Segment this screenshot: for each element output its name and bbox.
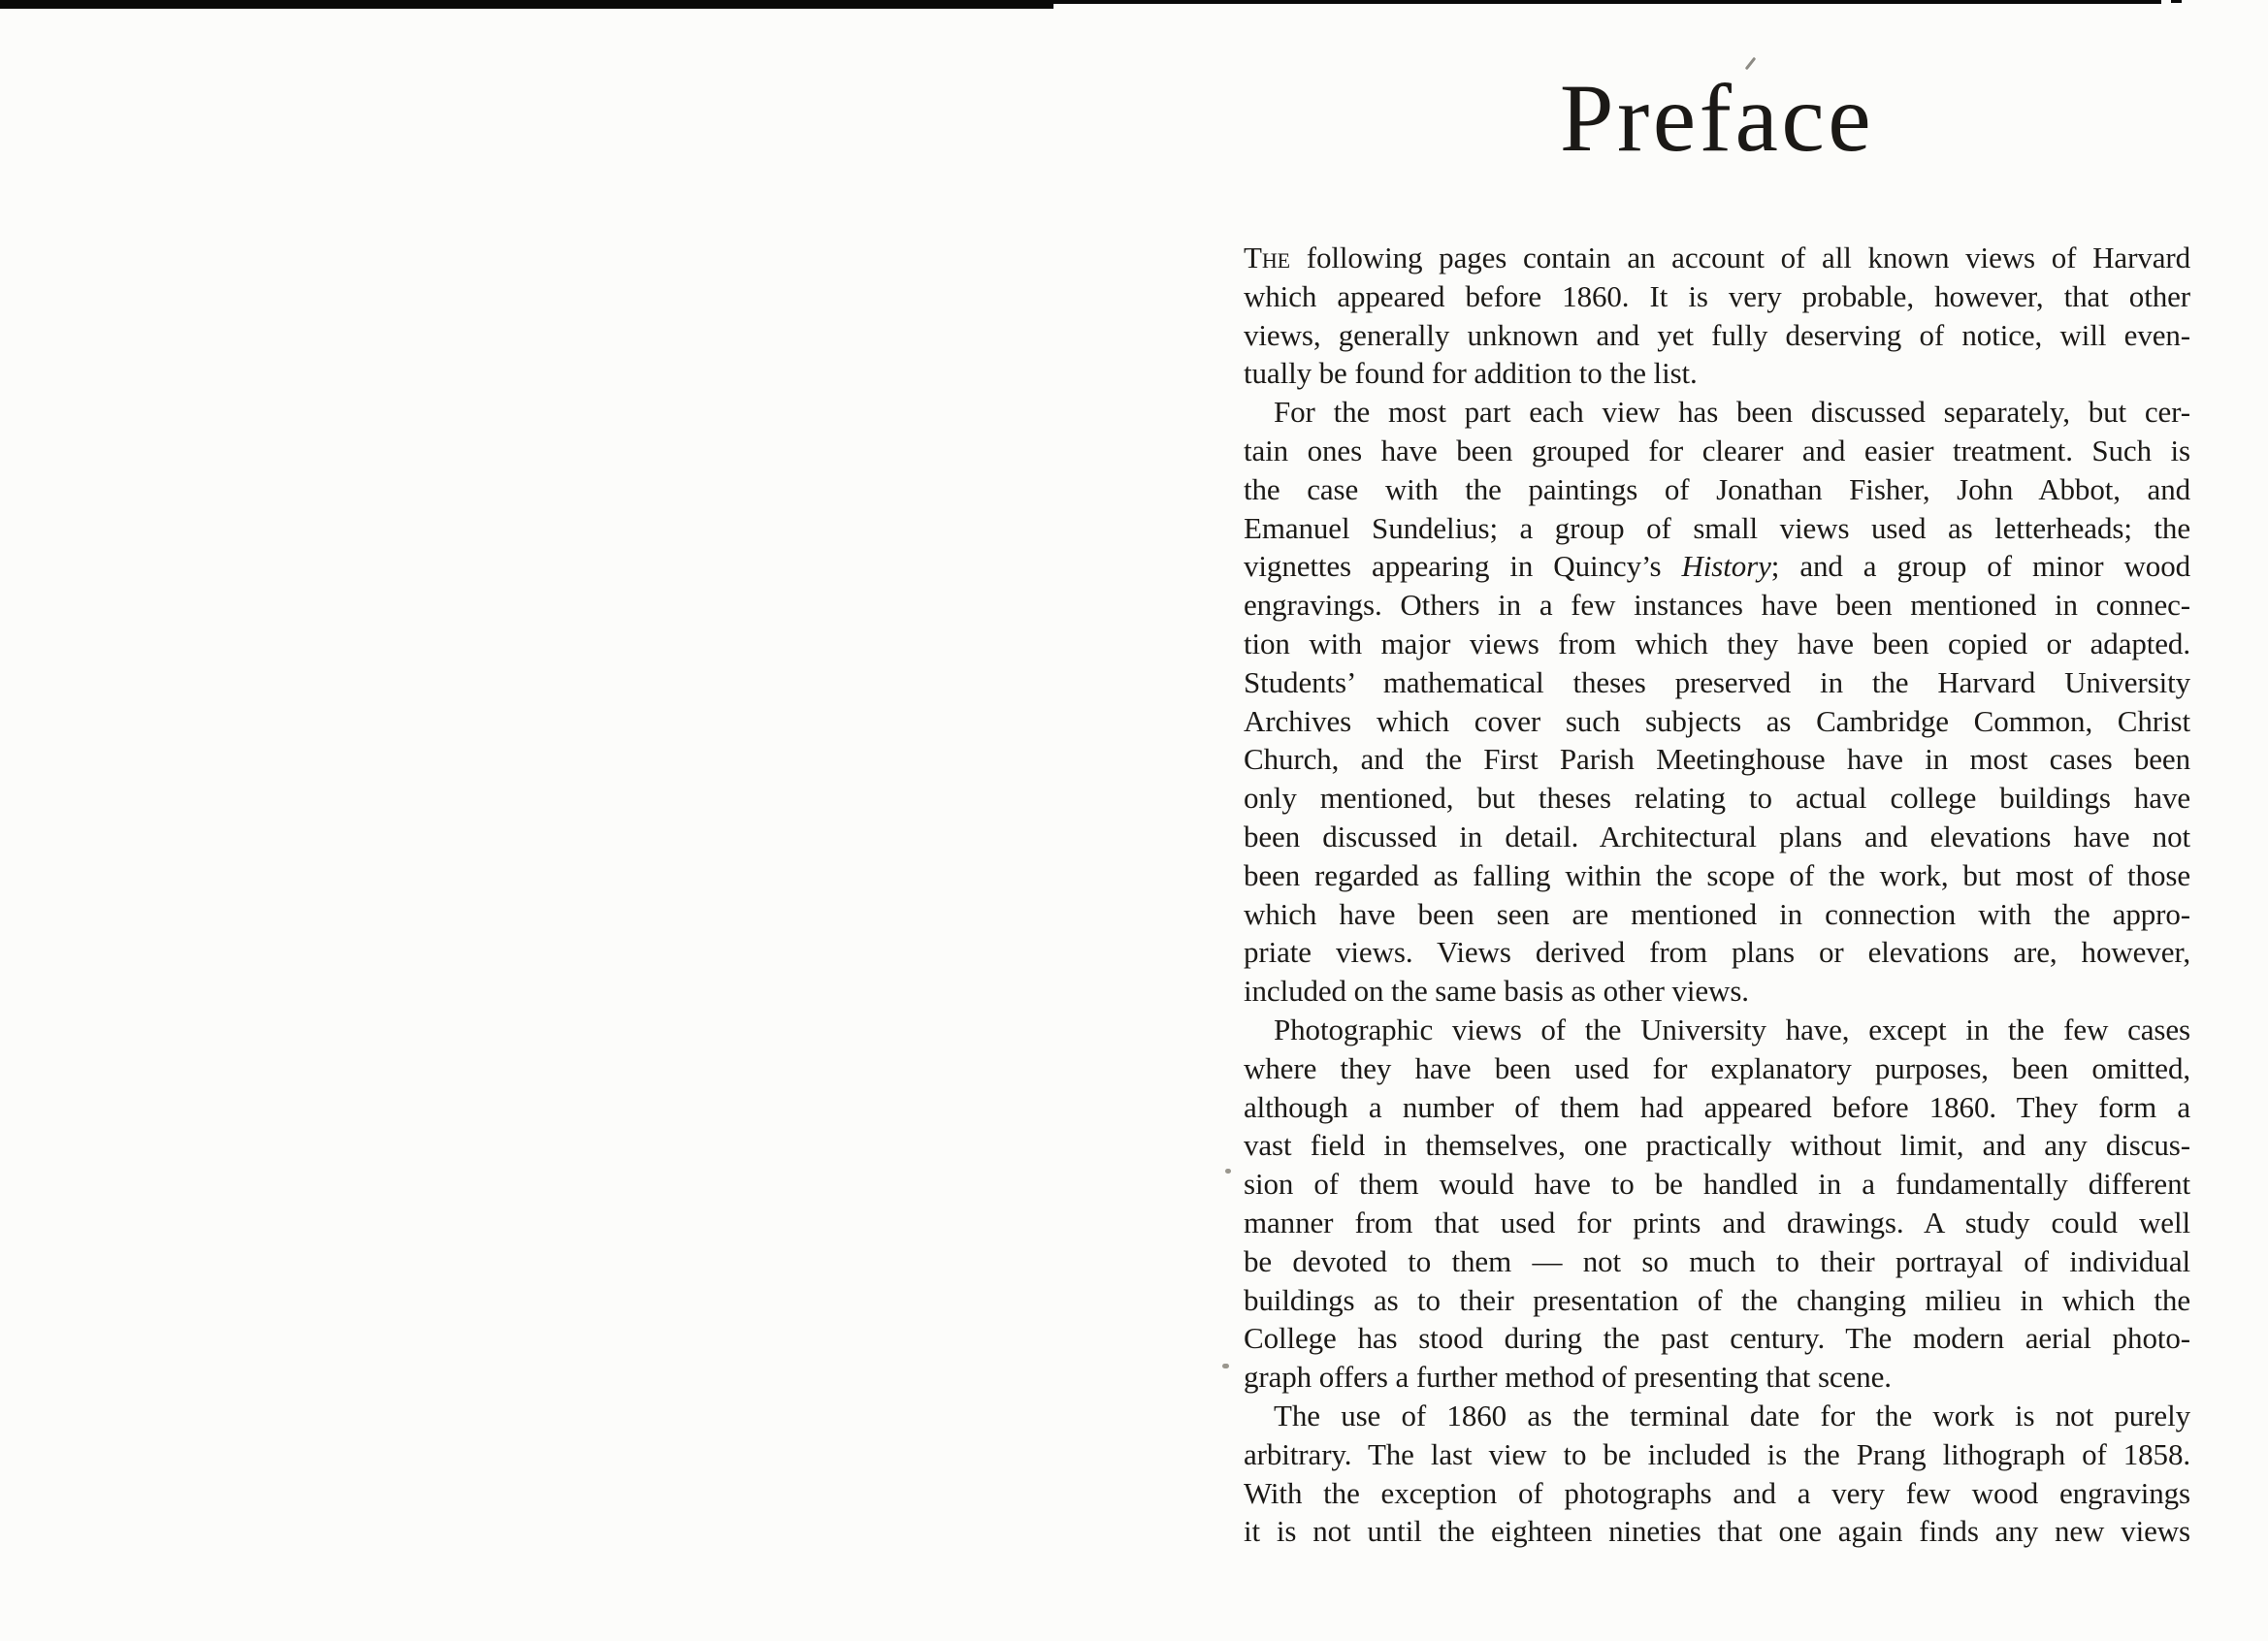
text-line [1244, 779, 2190, 818]
text-segment: ; and a group of minor wood [1770, 549, 2191, 584]
text-segment: With the exception of photographs and a very few wood engravings [1244, 1475, 2190, 1510]
text-segment: The use of 1860 as the terminal date for the work is not purely [1274, 1398, 2190, 1432]
text-line [1244, 1512, 2190, 1551]
paragraph [1244, 239, 2190, 393]
text-segment: For the most part each view has been discussed separately, but cer- [1274, 395, 2190, 430]
text-segment: buildings as to their presentation of the changing milieu in which the [1244, 1282, 2190, 1317]
text-line [1244, 1319, 2190, 1358]
text-line [1244, 1049, 2190, 1088]
text-line [1244, 277, 2190, 316]
text-segment: been regarded as falling within the scope of the work, but most of those [1244, 857, 2190, 892]
text-segment: vast field in themselves, one practically without limit, and any discus- [1244, 1128, 2190, 1163]
text-segment: only mentioned, but theses relating to actual college buildings have [1244, 781, 2190, 816]
text-segment: priate views. Views derived from plans or elevations are, however, [1244, 935, 2190, 970]
text-segment: Students’ mathematical theses preserved in the Harvard University [1244, 664, 2190, 699]
text-line [1244, 432, 2190, 470]
text-line [1244, 1397, 2190, 1435]
text-line [1244, 1281, 2190, 1320]
text-line [1244, 1474, 2190, 1513]
text-line [1244, 1088, 2190, 1127]
italic-text: History [1681, 549, 1771, 584]
text-segment: sion of them would have to be handled in a fundamentally different [1244, 1167, 2190, 1202]
text-line [1244, 1126, 2190, 1165]
text-segment: arbitrary. The last view to be included is the Prang lithograph of 1858. [1244, 1436, 2190, 1471]
text-segment: which have been seen are mentioned in connection with the appro- [1244, 896, 2190, 931]
body-text [1244, 239, 2190, 1551]
text-line [1244, 586, 2190, 625]
scan-artifact-top-edge-bar-right [1053, 0, 2161, 4]
paragraph [1244, 1011, 2190, 1397]
text-line [1244, 856, 2190, 895]
text-line [1244, 663, 2190, 702]
text-segment: vignettes appearing in Quincy’s [1244, 549, 1682, 584]
text-line [1244, 509, 2190, 548]
text-segment: tually be found for addition to the list. [1244, 356, 1698, 391]
text-segment: following pages contain an account of all known views of Harvard [1289, 241, 2190, 274]
text-segment: it is not until the eighteen nineties that one again finds any new views [1244, 1514, 2190, 1549]
text-segment: included on the same basis as other views. [1244, 974, 1749, 1009]
text-line [1244, 547, 2190, 586]
text-line [1244, 1204, 2190, 1242]
scan-artifact-top-edge-dash [2171, 0, 2182, 3]
text-segment: where they have been used for explanatory purposes, been omitted, [1244, 1050, 2190, 1085]
text-line [1244, 625, 2190, 663]
paragraph [1244, 1397, 2190, 1551]
text-line [1244, 1242, 2190, 1281]
text-line [1244, 740, 2190, 779]
text-segment: Church, and the First Parish Meetinghouse have in most cases been [1244, 742, 2190, 777]
scan-artifact-top-edge-bar-left [0, 0, 1053, 9]
text-line [1244, 316, 2190, 355]
scan-artifact-margin-dot-2 [1222, 1364, 1229, 1368]
text-segment: College has stood during the past century. The modern aerial photo- [1244, 1321, 2190, 1356]
text-segment: which appeared before 1860. It is very probable, however, that other [1244, 278, 2190, 313]
text-segment: Archives which cover such subjects as Cambridge Common, Christ [1244, 703, 2190, 738]
preface-text-column [1244, 0, 2190, 1641]
text-line [1244, 933, 2190, 972]
paragraph [1244, 393, 2190, 1011]
text-segment: been discussed in detail. Architectural plans and elevations have not [1244, 819, 2190, 853]
text-line [1244, 1165, 2190, 1204]
text-segment: tion with major views from which they have been copied or adapted. [1244, 626, 2190, 660]
text-line [1244, 1435, 2190, 1474]
text-line [1244, 818, 2190, 856]
text-segment: Emanuel Sundelius; a group of small views used as letterheads; the [1244, 510, 2190, 545]
text-line [1244, 393, 2190, 432]
text-segment: the case with the paintings of Jonathan Fisher, John Abbot, and [1244, 471, 2190, 506]
text-segment: although a number of them had appeared before 1860. They form a [1244, 1089, 2190, 1124]
text-segment: graph offers a further method of presenting that scene. [1244, 1360, 1892, 1395]
text-line [1244, 895, 2190, 934]
text-segment: engravings. Others in a few instances have been mentioned in connec- [1244, 588, 2190, 623]
text-segment: manner from that used for prints and drawings. A study could well [1244, 1205, 2190, 1239]
text-line [1244, 702, 2190, 741]
text-line [1244, 470, 2190, 509]
smallcaps-text: The [1244, 241, 1290, 274]
page-title: Preface [1559, 64, 1875, 172]
text-segment: tain ones have been grouped for clearer and easier treatment. Such is [1244, 433, 2190, 467]
scan-artifact-margin-dot-1 [1225, 1169, 1231, 1174]
text-line [1244, 1358, 2190, 1397]
text-line [1244, 354, 2190, 393]
text-line [1244, 972, 2190, 1011]
text-segment: be devoted to them — not so much to their portrayal of individual [1244, 1243, 2190, 1278]
text-segment: views, generally unknown and yet fully deserving of notice, will even- [1244, 317, 2190, 352]
text-line [1244, 239, 2190, 277]
text-line [1244, 1011, 2190, 1049]
text-segment: Photographic views of the University have, except in the few cases [1274, 1012, 2190, 1046]
